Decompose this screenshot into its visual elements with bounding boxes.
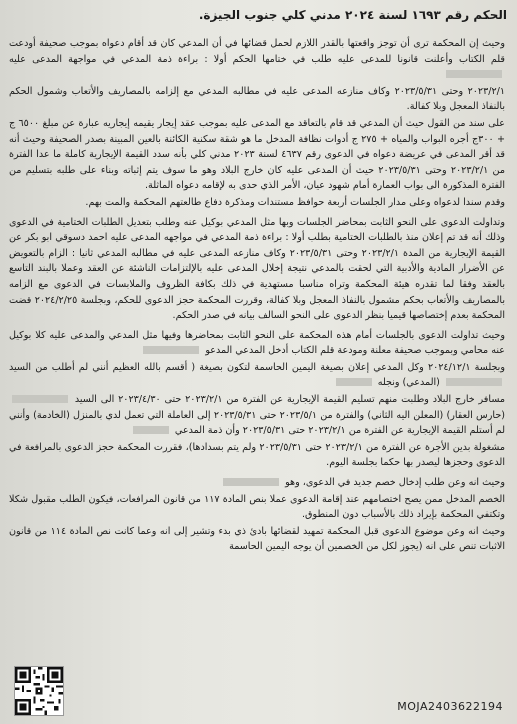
paragraph: على سند من القول حيث أن المدعي قد قام بالتعاقد مع المدعى عليه بموجب عقد إيجار يقيمه إيجاريه عبارة عن مبلغ ٦٥٠٠ ج + ٣٠٠ج أجره البواب والمياه + ٢٧٥ ج أدوات نظافة المدخل ما هو شقة سكنية الكائنة بالعين المبينة بصدر الصحيفة وحيث أنه قد أقر المدعى في عريضة دعواه في الدعوى رقم ٤٦٣٧ لسنة ٢٠٢٣ مدني كلي بأنه سدد القيمة الإيجارية كاملة ما عدا الفترة من ٢٠٢٣/٢/١ وحتى ٢٠٢٣/٥/٣١ حيث أن المدعى عليه كان خارج البلاد وهو ما سوف يتم إثباته وبناء على طلبه بتسليم من الفترة المذكورة الى بواب العمارة أمام شهود عيان، الأمر الذي حدى به لإقامه دعواه الماثلة. — [9, 117, 506, 192]
redaction-block — [12, 395, 68, 403]
paragraph — [9, 360, 505, 391]
paragraph: وتداولت الدعوى على النحو الثابت بمحاضر الجلسات وبها مثل المدعي بوكيل عنه وطلب بتعديل الطلبات الختامية في الدعوى وذلك أنه قد تم إعلان منذ بالطلبات الختامية بطلب أولا : براءة ذمة المدعي في مواجهه المدعى عليه احمد دسوقي ابو بكر عن القيمة الإيجارية من المدة ٢٠٢٣/٢/١ وحتى ٢٠٢٣/٥/٣١ وكاف منازعه المدعى عليه في مطالبه المدعي ثانيا : الزام بالتعويض عن الأضرار المادية والأدبية التي لحقت بالمدعي نتيجة إخلال المدعى عليه بالإلتزامات الناشئة عن العقد وعملا بالبند التاسع بالعقد وفقا لما تقدره هيئة المحكمة وتراه مناسبا مستهدية في ذلك بكافة الظروف والملابسات في الدعوى مع الزامه بالمصاريف والأتعاب بحكم مشمول بالنفاذ المعجل وبلا كفالة، وقررت المحكمة حجز الدعوى للحكم، وبجلسة ٢٠٢٤/٢/٢٥ قضت المحكمة بعدم إختصاصها قيميا بنظر الدعوى على النحو السالف بيانه في صدر الحكم. — [9, 216, 506, 322]
redaction-block — [143, 346, 199, 354]
paragraph — [9, 392, 505, 439]
case-title: الحكم رقم ١٦٩٣ لسنة ٢٠٢٤ مدني كلي جنوب الجيزة. — [198, 8, 507, 22]
paragraph-text: (حارس العقار) (المعلن اليه الثاني) والفترة من ٢٠٢٣/٥/١ حتى ٢٠٢٣/٥/٣١ إلى العاملة التي تعمل لدي بالمنزل (الخادمة) وأنني لم أستلم القيمة الإيجارية عن الفترة من ٢٠٢٣/٢/١ حتى ٢٠٢٣/٥/٣١ وأن ذمة المدعي — [9, 409, 506, 437]
qr-code-icon — [14, 666, 64, 716]
paragraph — [9, 475, 505, 491]
redaction-block — [446, 70, 502, 78]
paragraph: وحيث انه وعن موضوع الدعوى قبل المحكمة تمهيد لقضائها بادئ ذي بدء وتشير إلى انه وعما كانت نص المادة ١١٤ من قانون الاثبات تنص على انه (يجوز لكل من الخصمين أن يوجه اليمين الحاسمة — [9, 525, 505, 553]
paragraph-text: وحيث إن المحكمة ترى أن توجز واقعتها بالقدر اللازم لحمل قضائها في أن المدعي كان قد أقام دعواه بموجب صحيفة أودعت قلم الكتاب وأعلنت قانونا للمدعى عليه طلب في ختامها الحكم أولا : براءة ذمة المدعي في مواجهة المدعى عليه — [9, 38, 505, 65]
redaction-block — [446, 378, 502, 386]
paragraph: مشغولة بدين الأجرة عن الفترة من ٢٠٢٣/٢/١ حتى ٢٠٢٣/٥/٣١ ولم يتم بسدادها)، فقررت المحكمة حجز الدعوى بالمرافعة في الدعوى وحجزها ليصدر بها حكما بجلسة اليوم. — [9, 441, 506, 469]
paragraph: وقدم سندا لدعواه وعلى مدار الجلسات أربعة حوافظ مستندات ومذكرة دفاع طالعتهم المحكمة والمت بهم. — [85, 196, 505, 208]
paragraph: ٢٠٢٣/٢/١ وحتى ٢٠٢٣/٥/٣١ وكاف منازعه المدعى عليه في مطالبه المدعي مع إلزامه بالمصاريف والأتعاب وشمول الحكم بالنفاذ المعجل وبلا كفالة. — [9, 85, 505, 113]
paragraph-text: مسافر خارج البلاد وطلبت منهم تسليم القيمة الإيجارية عن الفترة من ٢٠٢٣/٢/١ حتى ٢٠٢٣/٤/٣٠ الى السيد — [74, 394, 506, 406]
document-code: MOJA2403622194 — [397, 700, 503, 713]
paragraph — [9, 328, 505, 359]
redaction-block — [223, 478, 279, 486]
redaction-block — [336, 378, 372, 386]
paragraph-text: (المدعي) ونجله — [377, 377, 440, 389]
paragraph-text: وحيث انه وعن طلب إدخال خصم جديد في الدعوى، وهو — [285, 477, 505, 489]
document-body — [9, 36, 505, 556]
paragraph: الخصم المدخل ممن يصح اختصامهم عند إقامة الدعوى عملا بنص المادة ١١٧ من قانون المرافعات، فيكون الطلب مقبول شكلا وتكتفي المحكمة بإيراد ذلك بالأسباب دون المنطوق. — [9, 493, 505, 521]
paragraph-text: وبجلسة ٢٠٢٤/١٢/١ وكل المدعي إعلان بصيغة اليمين الحاسمة لتكون بصيغة ( أقسم بالله العظيم أنني لم أطلب من السيد — [9, 361, 505, 373]
redaction-block — [133, 426, 169, 434]
paragraph-text: وحيث تداولت الدعوى بالجلسات أمام هذه المحكمة على النحو الثابت بمحاضرها وفيها مثل المدعي والمدعى عليه كلا بوكيل عنه محامي وبموجب صحيفة معلنة ومودعة قلم الكتاب أدخل المدعي المدعو — [9, 329, 505, 357]
paragraph — [9, 36, 505, 83]
